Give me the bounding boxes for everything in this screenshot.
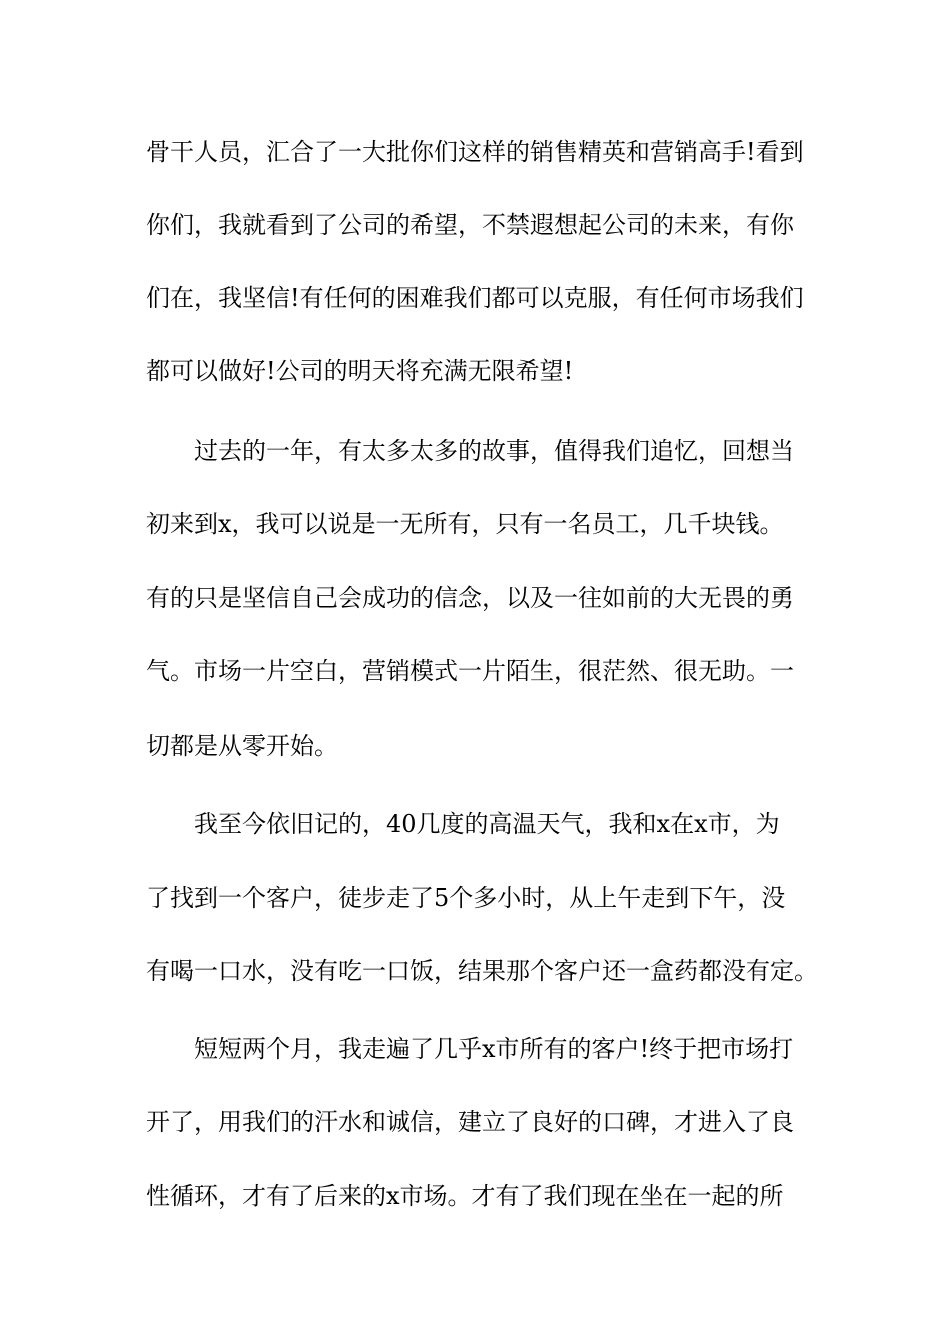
text-line: 切都是从零开始。	[146, 732, 338, 760]
text-line: 们在，我坚信!有任何的困难我们都可以克服，有任何市场我们	[146, 284, 804, 312]
text-line: 你们，我就看到了公司的希望，不禁遐想起公司的未来，有你	[146, 211, 794, 239]
text-line: 性循环，才有了后来的x市场。才有了我们现在坐在一起的所	[146, 1182, 784, 1210]
paragraph-first-line: 短短两个月，我走遍了几乎x市所有的客户!终于把市场打	[194, 1035, 794, 1063]
paragraph-first-line: 过去的一年，有太多太多的故事，值得我们追忆，回想当	[194, 437, 794, 465]
paragraph-first-line: 我至今依旧记的，40几度的高温天气，我和x在x市，为	[194, 810, 780, 838]
text-line: 了找到一个客户，徒步走了5个多小时，从上午走到下午，没	[146, 884, 786, 912]
text-line: 开了，用我们的汗水和诚信，建立了良好的口碑，才进入了良	[146, 1108, 794, 1136]
text-line: 有的只是坚信自己会成功的信念，以及一往如前的大无畏的勇	[146, 584, 794, 612]
text-line: 初来到x，我可以说是一无所有，只有一名员工，几千块钱。	[146, 510, 784, 538]
text-line: 气。市场一片空白，营销模式一片陌生，很茫然、很无助。一	[146, 657, 794, 685]
text-line: 都可以做好!公司的明天将充满无限希望!	[146, 357, 574, 385]
text-line: 有喝一口水，没有吃一口饭，结果那个客户还一盒药都没有定。	[146, 957, 818, 985]
text-line: 骨干人员，汇合了一大批你们这样的销售精英和营销高手!看到	[146, 138, 804, 166]
